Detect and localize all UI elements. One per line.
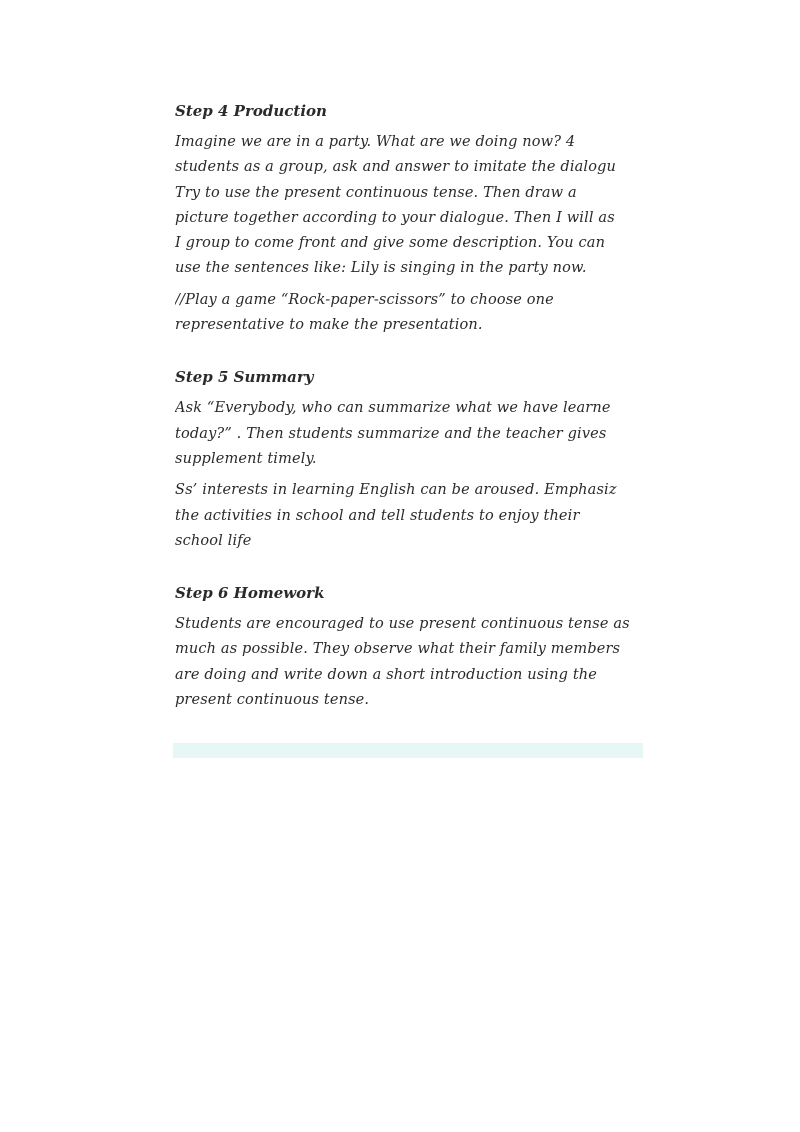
text-line: use the sentences like: Lily is singing in the party now. xyxy=(175,260,587,277)
section-heading: Step 4 Production xyxy=(175,102,327,120)
paragraph xyxy=(175,478,643,554)
decorative-band xyxy=(173,743,643,758)
text-line: are doing and write down a short introduction using the xyxy=(175,666,598,683)
text-line: students as a group, ask and answer to imitate the dialogu xyxy=(175,159,617,176)
section-heading: Step 5 Summary xyxy=(175,368,314,387)
section-summary xyxy=(175,364,643,554)
text-line: school life xyxy=(175,532,252,549)
section-heading: Step 6 Homework xyxy=(175,584,325,603)
text-line: Try to use the present continuous tense. Then draw a xyxy=(175,184,577,201)
text-line: Students are encouraged to use present continuous tense as xyxy=(175,616,630,633)
text-line: much as possible. They observe what their family members xyxy=(175,641,621,658)
text-line: picture together according to your dialogue. Then I will as xyxy=(175,209,615,226)
section-homework xyxy=(175,580,643,713)
text-line: today?” . Then students summarize and the teacher gives xyxy=(175,425,607,442)
document-body xyxy=(175,98,643,713)
paragraph xyxy=(175,612,643,713)
text-line: //Play a game “Rock-paper-scissors” to choose one xyxy=(175,291,554,308)
text-line: Ss’ interests in learning English can be aroused. Emphasiz xyxy=(175,482,617,499)
text-line: representative to make the presentation. xyxy=(175,317,483,334)
section-production xyxy=(175,98,643,338)
text-line: Ask “Everybody, who can summarize what we have learne xyxy=(175,400,611,417)
text-line: I group to come front and give some description. You can xyxy=(175,235,606,252)
paragraph xyxy=(175,396,643,472)
paragraph xyxy=(175,130,643,282)
text-line: present continuous tense. xyxy=(175,692,370,709)
text-line: the activities in school and tell students to enjoy their xyxy=(175,507,580,524)
text-line: Imagine we are in a party. What are we doing now? 4 xyxy=(175,134,576,150)
paragraph xyxy=(175,288,643,339)
text-line: supplement timely. xyxy=(175,450,317,467)
